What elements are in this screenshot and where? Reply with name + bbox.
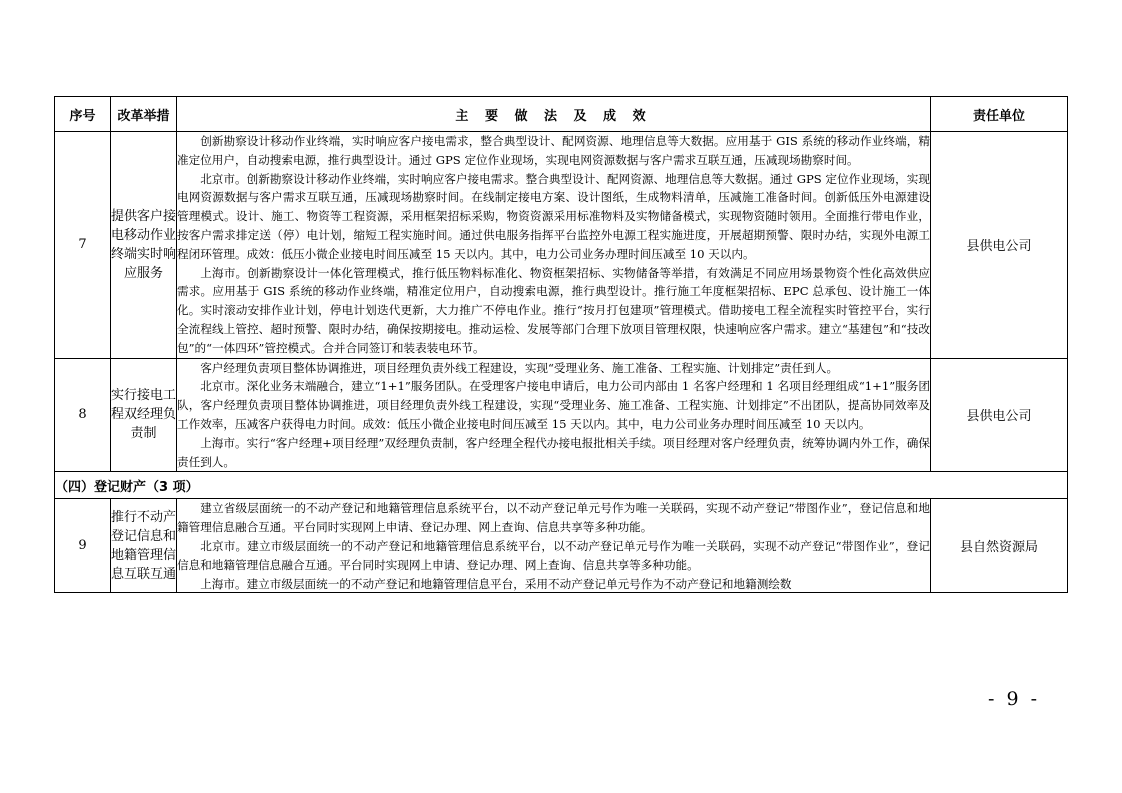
table-row: [55, 358, 1068, 472]
responsible-unit: 县自然资源局: [931, 499, 1068, 593]
main-content: [177, 132, 931, 359]
content-paragraph: 建立省级层面统一的不动产登记和地籍管理信息系统平台，以不动产登记单元号作为唯一关联码，实现不动产登记“带图作业”，登记信息和地籍管理信息融合互通。平台同时实现网上申请、登记办理、网上查询、信息共享等多种功能。: [177, 501, 930, 535]
reform-measure: 推行不动产登记信息和地籍管理信息互联互通: [111, 499, 177, 593]
content-paragraph: 上海市。创新勘察设计一体化管理模式，推行低压物料标准化、物资框架招标、实物储备等举措，有效满足不同应用场景物资个性化高效供应需求。应用基于 GIS 系统的移动作业终端，精准定位用户，自动搜索电源，推行典型设计。推行施工年度框架招标、EPC 总承包、设计施工一体化。实时滚动安排作业计划，停电计划迭代更新，大力推广不停电作业。推行“按月打包建项”管理模式。借助接电工程全流程实时管控平台，实行全流程线上管控、超时预警、限时办结，确保按期接电。推动运检、发展等部门合理下放项目管理权限，快速响应客户需求。建立“基建包”和“技改包”的“一体四环”管控模式。合并合同签订和装表装电环节。: [177, 265, 930, 355]
reform-measure: 提供客户接电移动作业终端实时响应服务: [111, 132, 177, 359]
responsible-unit: 县供电公司: [931, 132, 1068, 359]
header-unit: 责任单位: [931, 97, 1068, 132]
table-header-row: [55, 97, 1068, 132]
main-content: [177, 499, 931, 593]
responsible-unit: 县供电公司: [931, 358, 1068, 472]
content-paragraph: 创新勘察设计移动作业终端，实时响应客户接电需求，整合典型设计、配网资源、地理信息等大数据。应用基于 GIS 系统的移动作业终端，精准定位用户，自动搜索电源，推行典型设计。通过 GPS 定位作业现场，实现电网资源数据与客户需求互联互通，压减现场勘察时间。: [177, 134, 930, 167]
row-number: 8: [55, 358, 111, 472]
header-measure: 改革举措: [111, 97, 177, 132]
reform-measures-table: [54, 96, 1068, 593]
header-main: 主 要 做 法 及 成 效: [177, 97, 931, 132]
table-row: [55, 499, 1068, 593]
page-number: - 9 -: [988, 688, 1041, 710]
content-paragraph: 上海市。建立市级层面统一的不动产登记和地籍管理信息平台，采用不动产登记单元号作为不动产登记和地籍测绘数: [200, 576, 792, 591]
content-paragraph: 客户经理负责项目整体协调推进，项目经理负责外线工程建设，实现“受理业务、施工准备、工程实施、计划排定”责任到人。: [200, 360, 839, 375]
content-paragraph: 北京市。建立市级层面统一的不动产登记和地籍管理信息系统平台，以不动产登记单元号作为唯一关联码，实现不动产登记“带图作业”，登记信息和地籍管理信息融合互通。平台同时实现网上申请、登记办理、网上查询、信息共享等多种功能。: [177, 538, 930, 572]
section-row: [55, 472, 1068, 499]
section-heading: （四）登记财产（3 项）: [55, 472, 1068, 499]
table-row: [55, 132, 1068, 359]
row-number: 7: [55, 132, 111, 359]
row-number: 9: [55, 499, 111, 593]
reform-measure: 实行接电工程双经理负责制: [111, 358, 177, 472]
content-clip: [177, 499, 930, 592]
content-paragraph: 上海市。实行“客户经理+项目经理”双经理负责制，客户经理全程代办接电报批相关手续。项目经理对客户经理负责，统筹协调内外工作，确保责任到人。: [177, 435, 930, 469]
header-no: 序号: [55, 97, 111, 132]
content-paragraph: 北京市。创新勘察设计移动作业终端，实时响应客户接电需求。整合典型设计、配网资源、地理信息等大数据。通过 GPS 定位作业现场，实现电网资源数据与客户需求互联互通，压减现场勘察时间。在线制定接电方案、设计图纸，生成物料清单，压减施工准备时间。创新低压外电源建设管理模式。设计、施工、物资等工程资源，采用框架招标采购，物资资源采用标准物料及实物储备模式，实现物资随时领用。全面推行带电作业，按客户需求排定送（停）电计划，缩短工程实施时间。通过供电服务指挥平台监控外电源工程实施进度，开展超期预警、限时办结，实现外电源工程闭环管理。成效：低压小微企业接电时间压减至 15 天以内。其中，电力公司业务办理时间压减至 10 天以内。: [177, 171, 930, 261]
main-content: [177, 358, 931, 472]
content-paragraph: 北京市。深化业务末端融合，建立“1+1”服务团队。在受理客户接电申请后，电力公司内部由 1 名客户经理和 1 名项目经理组成“1+1”服务团队，客户经理负责项目整体协调推进，项目经理负责外线工程建设，实现“受理业务、施工准备、工程实施、计划排定”不出团队，提高协同效率及工作效率，压减客户获得电力时间。成效：低压小微企业接电时间压减至 15 天以内。其中，电力公司业务办理时间压减至 10 天以内。: [177, 379, 930, 431]
